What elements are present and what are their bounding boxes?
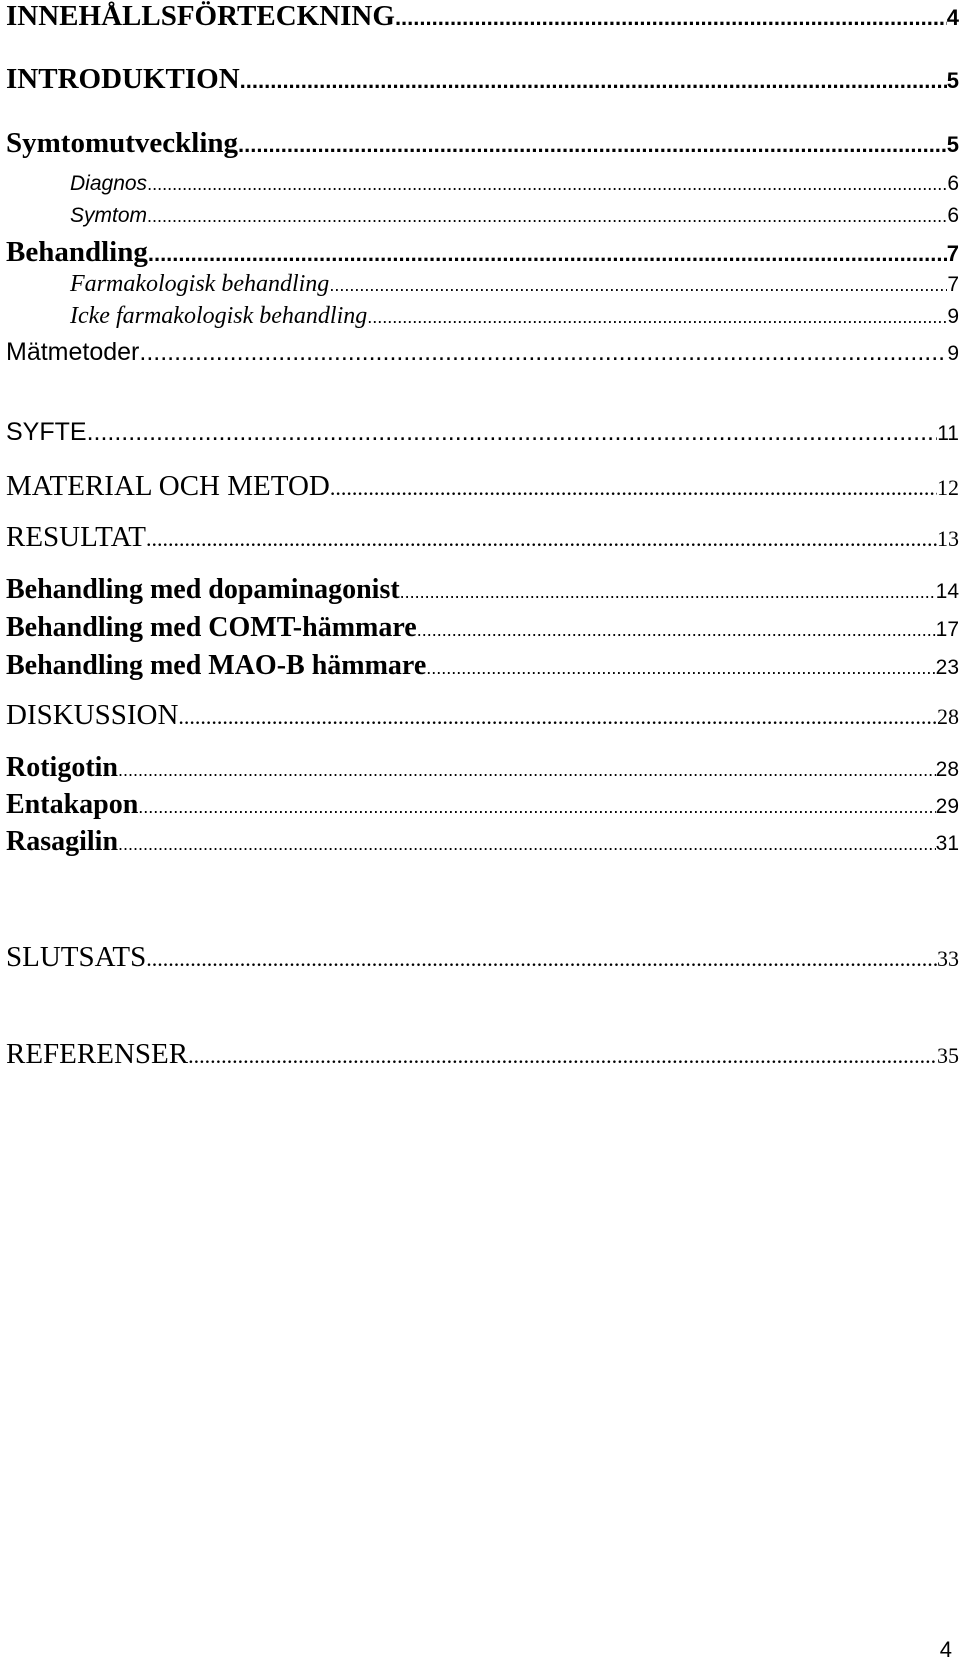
toc-leader-dots	[138, 797, 935, 818]
toc-entry-farmakologisk-behandling[interactable]	[70, 271, 959, 298]
toc-entry-referenser[interactable]	[6, 1038, 959, 1071]
toc-entry-page: 6	[947, 172, 959, 195]
toc-entry-label: SLUTSATS	[6, 941, 147, 973]
toc-leader-dots	[87, 418, 938, 447]
toc-entry-page: 28	[937, 704, 959, 729]
toc-entry-page: 23	[935, 656, 959, 679]
toc-entry-label: Mätmetoder	[6, 338, 140, 366]
toc-leader-dots	[426, 658, 935, 679]
toc-leader-dots	[238, 132, 947, 158]
toc-entry-label: Rasagilin	[6, 826, 119, 857]
toc-entry-behandling-med-mao-b-hammare[interactable]	[6, 650, 959, 682]
toc-entry-label: INTRODUKTION	[6, 63, 240, 95]
toc-leader-dots	[367, 307, 947, 328]
toc-entry-page: 6	[947, 204, 959, 227]
toc-entry-page: 7	[946, 241, 959, 266]
toc-leader-dots	[240, 68, 947, 94]
toc-entry-page: 11	[937, 422, 959, 445]
toc-entry-behandling-med-dopaminagonist[interactable]	[6, 574, 959, 606]
toc-entry-label: RESULTAT	[6, 521, 147, 553]
toc-entry-label: REFERENSER	[6, 1038, 189, 1070]
toc-leader-dots	[146, 526, 937, 552]
toc-entry-page: 5	[946, 68, 959, 93]
toc-leader-dots	[146, 946, 937, 972]
toc-entry-label: MATERIAL OCH METOD	[6, 470, 330, 502]
toc-entry-rasagilin[interactable]	[6, 826, 959, 858]
toc-entry-label: Entakapon	[6, 789, 139, 820]
toc-entry-page: 9	[947, 342, 959, 365]
toc-entry-label: Symtom	[70, 204, 148, 227]
toc-leader-dots	[417, 620, 936, 641]
toc-entry-page: 7	[947, 273, 959, 296]
toc-leader-dots	[178, 704, 937, 730]
toc-entry-page: 17	[935, 618, 959, 641]
toc-entry-page: 4	[946, 5, 959, 30]
toc-entry-label: Behandling med dopaminagonist	[6, 574, 400, 605]
toc-entry-icke-farmakologisk-behandling[interactable]	[70, 303, 959, 330]
toc-entry-label: Rotigotin	[6, 752, 118, 783]
toc-leader-dots	[395, 5, 947, 31]
toc-entry-label: Symtomutveckling	[6, 127, 238, 159]
toc-entry-label: Behandling med MAO-B hämmare	[6, 650, 427, 681]
toc-leader-dots	[329, 275, 947, 296]
page-number: 4	[939, 1637, 952, 1662]
toc-leader-dots	[188, 1043, 937, 1069]
toc-entry-matmetoder[interactable]	[6, 338, 959, 367]
toc-entry-label: SYFTE	[6, 418, 87, 446]
toc-entry-introduktion[interactable]	[6, 63, 959, 96]
toc-entry-label: Icke farmakologisk behandling	[70, 303, 368, 329]
toc-entry-diagnos[interactable]	[70, 172, 959, 196]
toc-entry-page: 29	[935, 795, 959, 818]
toc-entry-slutsats[interactable]	[6, 941, 959, 974]
toc-entry-label: Diagnos	[70, 172, 148, 195]
toc-entry-label: Behandling med COMT-hämmare	[6, 612, 417, 643]
toc-entry-page: 12	[937, 475, 959, 500]
toc-entry-material-och-metod[interactable]	[6, 470, 959, 503]
toc-leader-dots	[148, 241, 947, 267]
toc-entry-page: 14	[935, 580, 959, 603]
toc-entry-page: 28	[935, 758, 959, 781]
toc-entry-behandling-med-comt-hammare[interactable]	[6, 612, 959, 644]
toc-entry-page: 35	[937, 1043, 959, 1068]
toc-leader-dots	[139, 338, 947, 367]
toc-entry-label: INNEHÅLLSFÖRTECKNING	[6, 0, 395, 32]
toc-leader-dots	[330, 475, 937, 501]
toc-entry-innehallsforteckning[interactable]	[6, 0, 959, 33]
toc-entry-symtomutveckling[interactable]	[6, 127, 959, 160]
toc-entry-resultat[interactable]	[6, 521, 959, 554]
toc-entry-syfte[interactable]	[6, 418, 959, 447]
toc-entry-page: 5	[946, 132, 959, 157]
toc-entry-rotigotin[interactable]	[6, 752, 959, 784]
toc-entry-label: Behandling	[6, 236, 148, 268]
toc-entry-diskussion[interactable]	[6, 699, 959, 732]
toc-leader-dots	[118, 834, 936, 855]
toc-entry-page: 33	[937, 946, 959, 971]
toc-leader-dots	[400, 582, 936, 603]
toc-entry-entakapon[interactable]	[6, 789, 959, 821]
toc-entry-page: 13	[937, 526, 959, 551]
toc-entry-behandling[interactable]	[6, 236, 959, 269]
toc-entry-page: 9	[947, 305, 959, 328]
toc-leader-dots	[147, 174, 947, 195]
toc-entry-label: Farmakologisk behandling	[70, 271, 330, 297]
toc-leader-dots	[147, 206, 947, 227]
toc-entry-page: 31	[935, 832, 959, 855]
toc-entry-symtom[interactable]	[70, 204, 959, 228]
toc-leader-dots	[118, 760, 936, 781]
toc-entry-label: DISKUSSION	[6, 699, 179, 731]
